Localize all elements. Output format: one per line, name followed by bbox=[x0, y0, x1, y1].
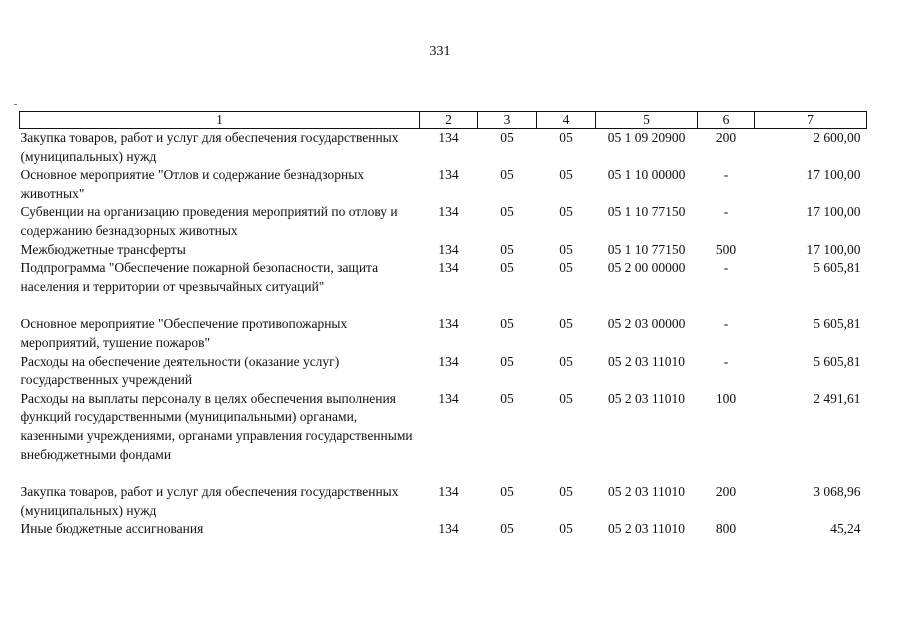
table-row bbox=[20, 520, 867, 539]
cell-subsection: 05 bbox=[559, 521, 573, 537]
cell-type: - bbox=[723, 260, 729, 276]
item-name: Иные бюджетные ассигнования bbox=[20, 521, 204, 537]
cell-code: 134 bbox=[438, 130, 459, 145]
cell-section: 05 bbox=[500, 484, 514, 500]
cell-code: 134 bbox=[438, 316, 459, 332]
cell-code: 134 bbox=[438, 167, 459, 183]
scan-speck bbox=[14, 104, 17, 105]
cell-section: 05 bbox=[500, 167, 514, 183]
cell-target: 05 1 10 77150 bbox=[607, 204, 686, 220]
item-name: Расходы на выплаты персоналу в целях обеспечения выполнения функций государственными (муниципальными) органами, казенными учреждениями, органами управления государственными внебюджетными фондами bbox=[20, 390, 413, 462]
budget-table bbox=[19, 111, 867, 539]
cell-target: 05 1 10 77150 bbox=[607, 241, 686, 257]
cell-subsection: 05 bbox=[559, 260, 573, 276]
cell-code: 134 bbox=[438, 241, 459, 257]
cell-type: 800 bbox=[715, 521, 737, 537]
item-name: Закупка товаров, работ и услуг для обеспечения государственных (муниципальных) нужд bbox=[20, 484, 399, 518]
cell-target: 05 2 03 11010 bbox=[607, 521, 686, 537]
cell-type: 500 bbox=[715, 241, 737, 257]
cell-target: 05 2 03 11010 bbox=[607, 484, 686, 500]
table-row bbox=[20, 129, 867, 167]
cell-amount: 5 605,81 bbox=[813, 260, 861, 276]
cell-code: 134 bbox=[438, 260, 459, 276]
column-header: 4 bbox=[537, 112, 596, 129]
cell-subsection: 05 bbox=[559, 316, 573, 332]
column-header: 5 bbox=[596, 112, 698, 129]
cell-code: 134 bbox=[438, 390, 459, 406]
cell-amount: 17 100,00 bbox=[806, 204, 861, 220]
cell-type: - bbox=[723, 167, 729, 183]
cell-section: 05 bbox=[500, 390, 514, 406]
cell-section: 05 bbox=[500, 521, 514, 537]
cell-section: 05 bbox=[500, 260, 514, 276]
item-name: Межбюджетные трансферты bbox=[20, 241, 186, 257]
cell-subsection: 05 bbox=[559, 390, 573, 406]
cell-section: 05 bbox=[500, 316, 514, 332]
column-header: 6 bbox=[698, 112, 755, 129]
cell-subsection: 05 bbox=[559, 130, 573, 145]
cell-target: 05 2 03 11010 bbox=[607, 353, 686, 369]
table-row bbox=[20, 259, 867, 315]
table-row bbox=[20, 315, 867, 352]
item-name: Подпрограмма "Обеспечение пожарной безопасности, защита населения и территории от чрезвычайных ситуаций" bbox=[20, 260, 379, 294]
cell-target: 05 1 10 00000 bbox=[607, 167, 686, 183]
cell-subsection: 05 bbox=[559, 204, 573, 220]
table-row bbox=[20, 483, 867, 520]
cell-subsection: 05 bbox=[559, 167, 573, 183]
cell-amount: 45,24 bbox=[830, 521, 861, 537]
cell-target: 05 2 03 11010 bbox=[607, 390, 686, 406]
cell-amount: 17 100,00 bbox=[806, 241, 861, 257]
cell-subsection: 05 bbox=[559, 353, 573, 369]
cell-amount: 2 600,00 bbox=[813, 130, 861, 145]
item-name: Основное мероприятие "Обеспечение противопожарных мероприятий, тушение пожаров" bbox=[20, 316, 348, 350]
cell-section: 05 bbox=[500, 204, 514, 220]
cell-section: 05 bbox=[500, 353, 514, 369]
cell-code: 134 bbox=[438, 204, 459, 220]
cell-amount: 5 605,81 bbox=[813, 316, 861, 332]
column-header: 3 bbox=[478, 112, 537, 129]
cell-amount: 3 068,96 bbox=[813, 484, 861, 500]
cell-target: 05 1 09 20900 bbox=[607, 130, 686, 145]
cell-type: - bbox=[723, 316, 729, 332]
cell-target: 05 2 03 00000 bbox=[607, 316, 686, 332]
cell-type: 100 bbox=[715, 390, 737, 406]
cell-type: - bbox=[723, 353, 729, 369]
header-row bbox=[20, 112, 867, 129]
table-row bbox=[20, 241, 867, 260]
item-name: Субвенции на организацию проведения мероприятий по отлову и содержанию безнадзорных животных bbox=[20, 204, 398, 238]
cell-subsection: 05 bbox=[559, 484, 573, 500]
cell-type: - bbox=[723, 204, 729, 220]
cell-code: 134 bbox=[438, 521, 459, 537]
table-row bbox=[20, 353, 867, 390]
item-name: Закупка товаров, работ и услуг для обеспечения государственных (муниципальных) нужд bbox=[20, 130, 399, 164]
cell-section: 05 bbox=[500, 241, 514, 257]
column-header: 7 bbox=[755, 112, 867, 129]
cell-amount: 17 100,00 bbox=[806, 167, 861, 183]
item-name: Расходы на обеспечение деятельности (оказание услуг) государственных учреждений bbox=[20, 353, 340, 388]
page-number: 331 bbox=[429, 44, 451, 59]
column-header: 2 bbox=[420, 112, 478, 129]
table-row bbox=[20, 390, 867, 483]
cell-subsection: 05 bbox=[559, 241, 573, 257]
cell-type: 200 bbox=[715, 130, 737, 145]
cell-code: 134 bbox=[438, 353, 459, 369]
item-name: Основное мероприятие "Отлов и содержание безнадзорных животных" bbox=[20, 167, 365, 201]
table-row bbox=[20, 203, 867, 240]
cell-amount: 5 605,81 bbox=[813, 353, 861, 369]
cell-type: 200 bbox=[715, 484, 737, 500]
cell-section: 05 bbox=[500, 130, 514, 145]
table-row bbox=[20, 166, 867, 203]
cell-code: 134 bbox=[438, 484, 459, 500]
cell-target: 05 2 00 00000 bbox=[607, 260, 686, 276]
cell-amount: 2 491,61 bbox=[813, 390, 861, 406]
column-header: 1 bbox=[20, 112, 420, 129]
